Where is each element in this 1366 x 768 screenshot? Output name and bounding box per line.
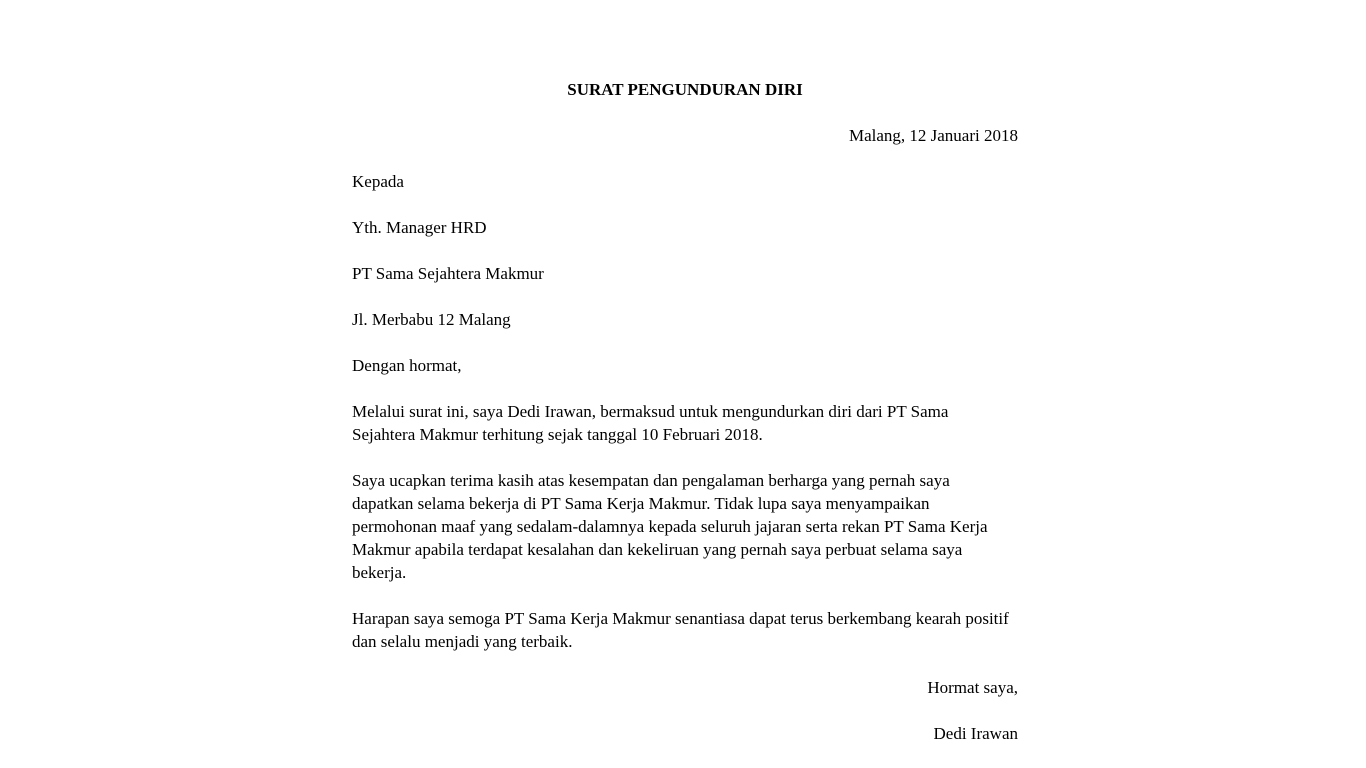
letter-salutation: Dengan hormat, xyxy=(352,356,462,375)
paragraph-line: Makmur apabila terdapat kesalahan dan kekeliruan yang pernah saya perbuat selama saya xyxy=(352,540,963,559)
paragraph-line: dan selalu menjadi yang terbaik. xyxy=(352,632,573,651)
recipient-address: Jl. Merbabu 12 Malang xyxy=(352,310,511,329)
paragraph-line: Saya ucapkan terima kasih atas kesempatan dan pengalaman berharga yang pernah saya xyxy=(352,471,950,490)
recipient-company: PT Sama Sejahtera Makmur xyxy=(352,264,544,283)
closing-salutation: Hormat saya, xyxy=(927,678,1018,697)
signature-name: Dedi Irawan xyxy=(933,724,1018,743)
paragraph-line: permohonan maaf yang sedalam-dalamnya kepada seluruh jajaran serta rekan PT Sama Kerja xyxy=(352,517,988,536)
resignation-letter xyxy=(352,78,1018,768)
letter-date-line: Malang, 12 Januari 2018 xyxy=(848,126,1018,145)
paragraph-line: dapatkan selama bekerja di PT Sama Kerja Makmur. Tidak lupa saya menyampaikan xyxy=(352,494,930,513)
paragraph-hopes xyxy=(352,607,1018,653)
paragraph-gratitude xyxy=(352,469,1018,584)
paragraph-line: Harapan saya semoga PT Sama Kerja Makmur senantiasa dapat terus berkembang kearah positif xyxy=(352,609,1009,628)
letter-title: SURAT PENGUNDURAN DIRI xyxy=(567,80,803,99)
recipient-name: Yth. Manager HRD xyxy=(352,218,487,237)
paragraph-resignation xyxy=(352,400,1018,446)
recipient-kepada: Kepada xyxy=(352,172,404,191)
paragraph-line: bekerja. xyxy=(352,563,407,582)
paragraph-line: Melalui surat ini, saya Dedi Irawan, bermaksud untuk mengundurkan diri dari PT Sama xyxy=(352,402,949,421)
paragraph-line: Sejahtera Makmur terhitung sejak tanggal 10 Februari 2018. xyxy=(352,425,763,444)
